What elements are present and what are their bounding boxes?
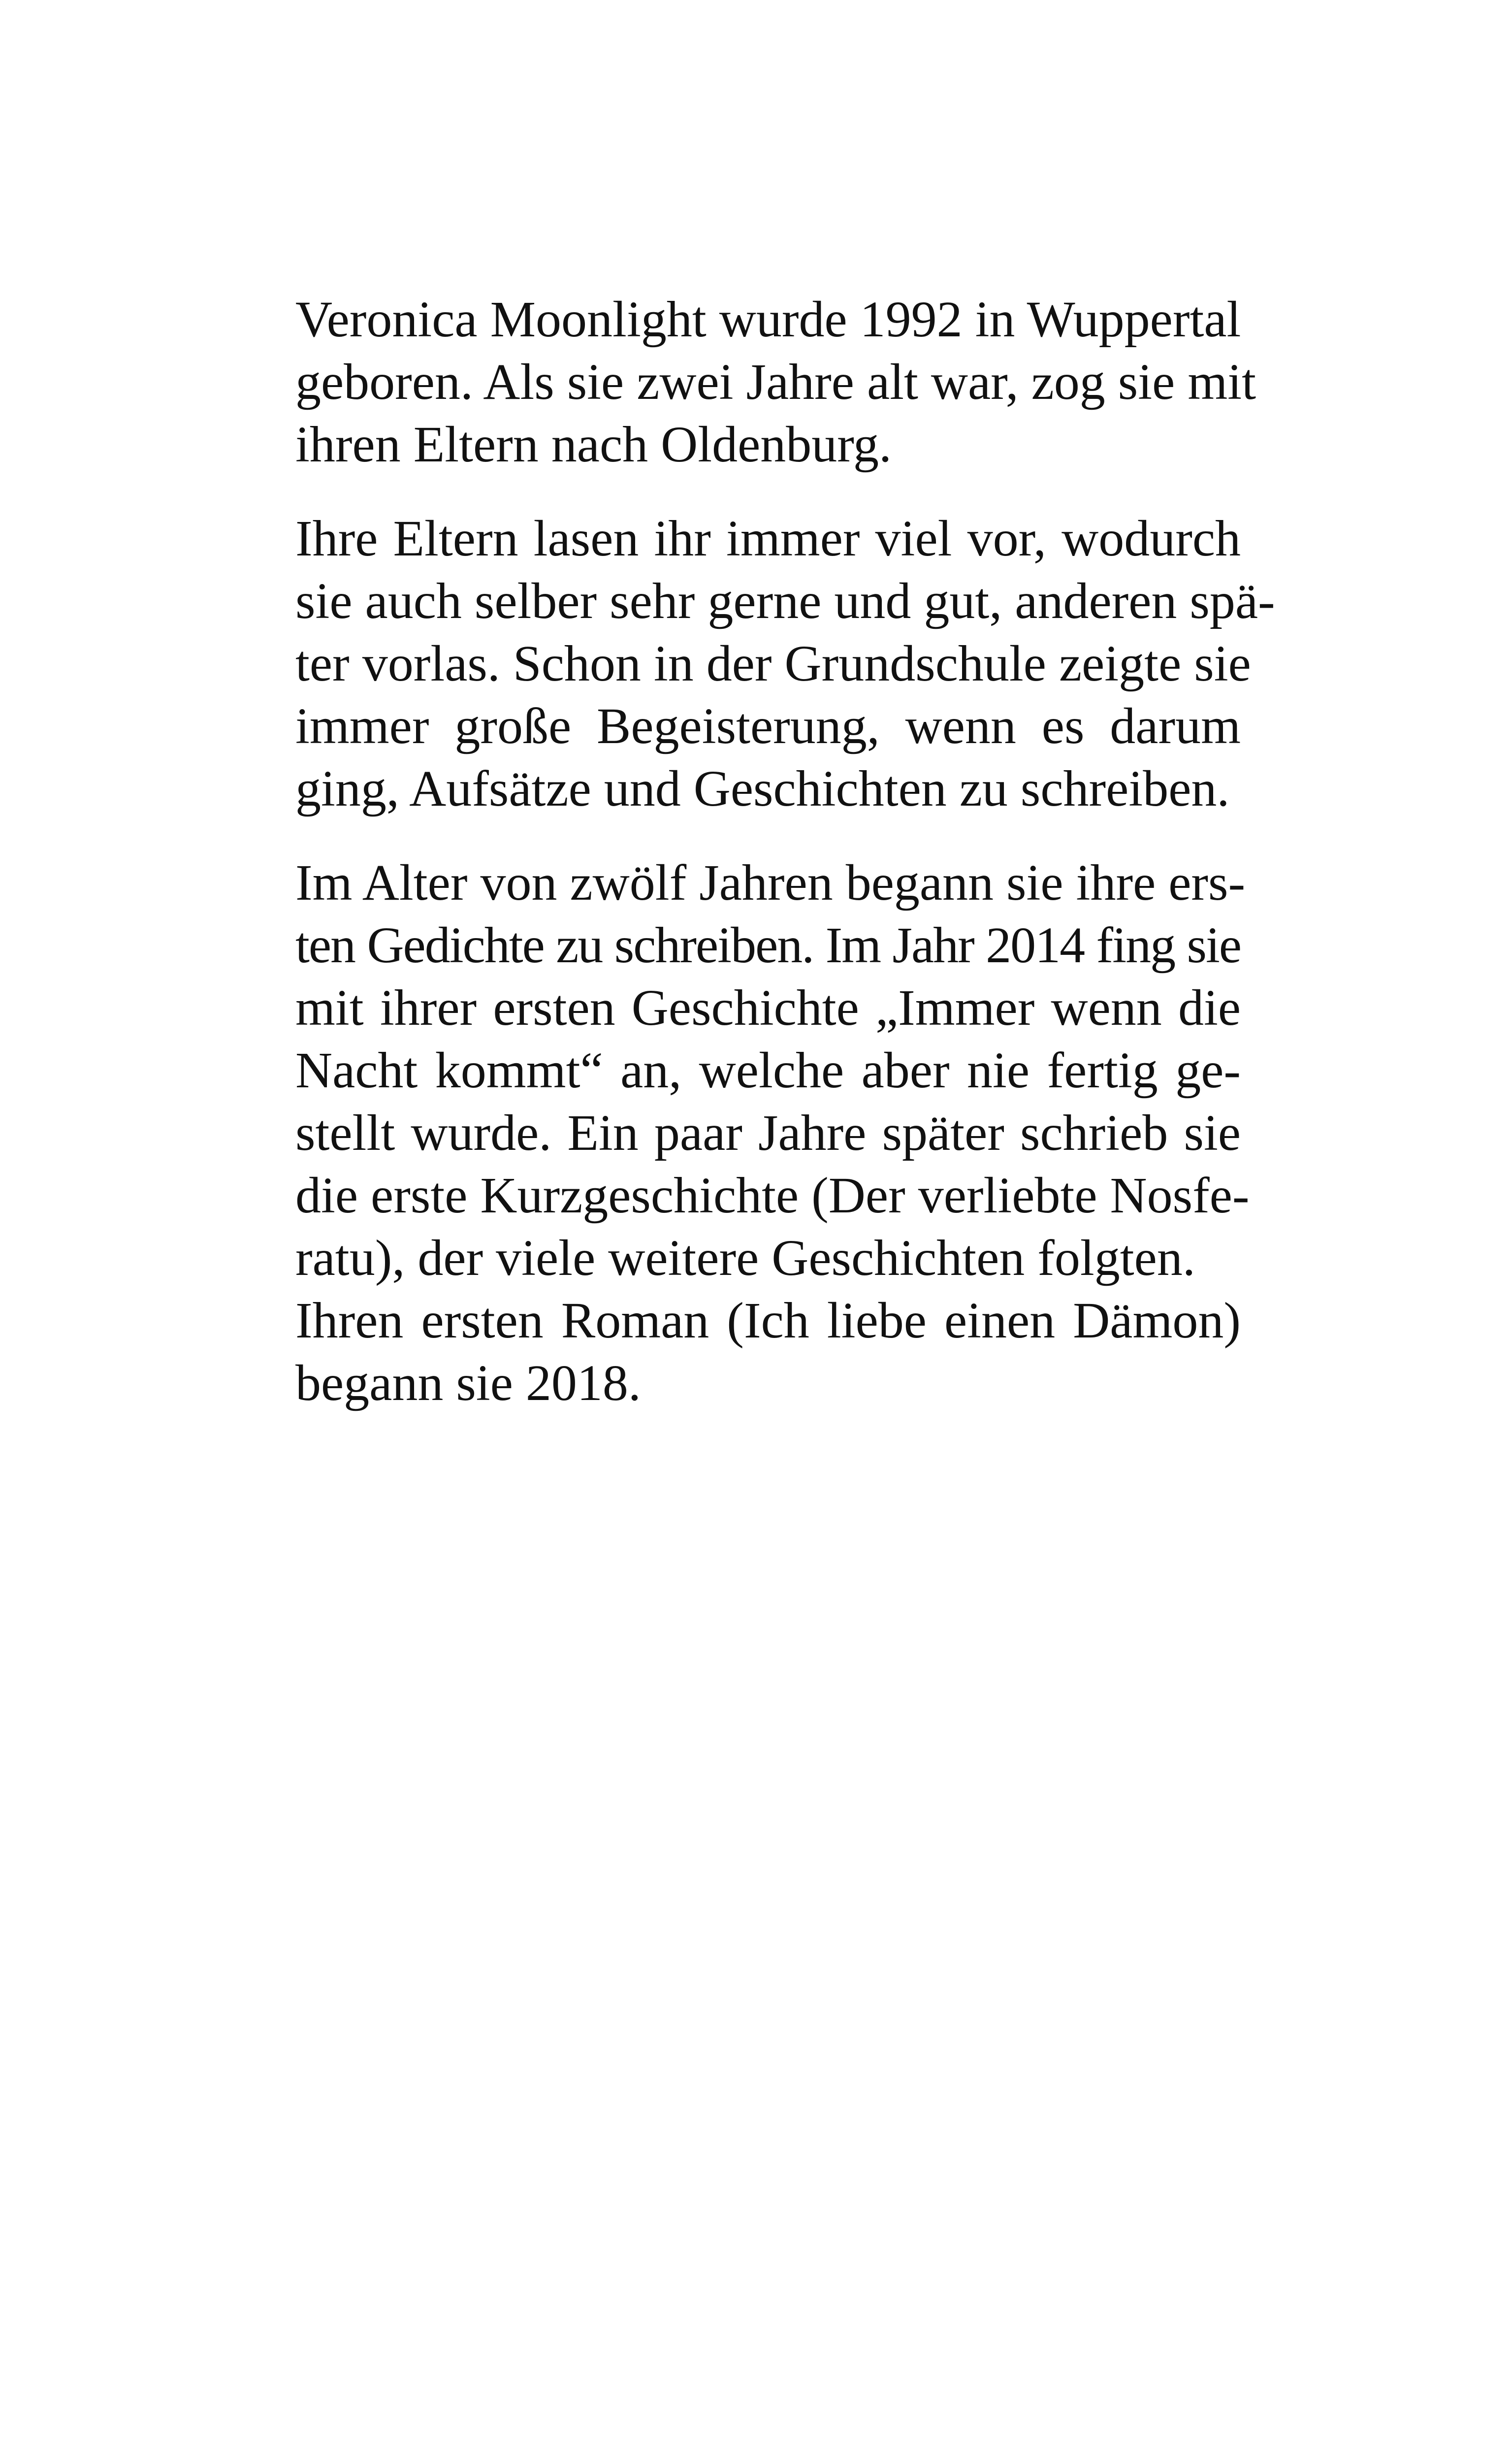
text-line: mit ihrer ersten Geschichte „Immer wenn die bbox=[295, 979, 1241, 1036]
text-line: sie auch selber sehr gerne und gut, anderen spä- bbox=[295, 573, 1275, 629]
paragraph-childhood bbox=[295, 507, 1275, 820]
text-line: geboren. Als sie zwei Jahre alt war, zog sie mit bbox=[295, 354, 1256, 410]
author-bio bbox=[295, 288, 1275, 1414]
text-line: ten Gedichte zu schreiben. Im Jahr 2014 fing sie bbox=[295, 917, 1241, 974]
text-line: Nacht kommt“ an, welche aber nie fertig ge- bbox=[295, 1042, 1241, 1099]
text-line: Ihren ersten Roman (Ich liebe einen Dämon) bbox=[295, 1292, 1241, 1349]
text-line: Im Alter von zwölf Jahren begann sie ihre ers- bbox=[295, 854, 1246, 911]
paragraph-novel bbox=[295, 1289, 1241, 1414]
text-line: ter vorlas. Schon in der Grundschule zeigte sie bbox=[295, 635, 1251, 692]
text-line: Veronica Moonlight wurde 1992 in Wuppertal bbox=[295, 291, 1241, 348]
text-line: ihren Eltern nach Oldenburg. bbox=[295, 416, 892, 473]
text-line: ging, Aufsätze und Geschichten zu schreiben. bbox=[295, 760, 1230, 817]
text-line: die erste Kurzgeschichte (Der verliebte Nosfe- bbox=[295, 1167, 1250, 1224]
text-line: Ihre Eltern lasen ihr immer viel vor, wodurch bbox=[295, 510, 1241, 567]
paragraph-writing bbox=[295, 851, 1250, 1289]
paragraph-birth bbox=[295, 288, 1256, 476]
text-line: stellt wurde. Ein paar Jahre später schrieb sie bbox=[295, 1105, 1241, 1161]
text-line: ratu), der viele weitere Geschichten folgten. bbox=[295, 1230, 1195, 1286]
text-line: begann sie 2018. bbox=[295, 1355, 641, 1411]
text-line: immer große Begeisterung, wenn es darum bbox=[295, 698, 1241, 754]
